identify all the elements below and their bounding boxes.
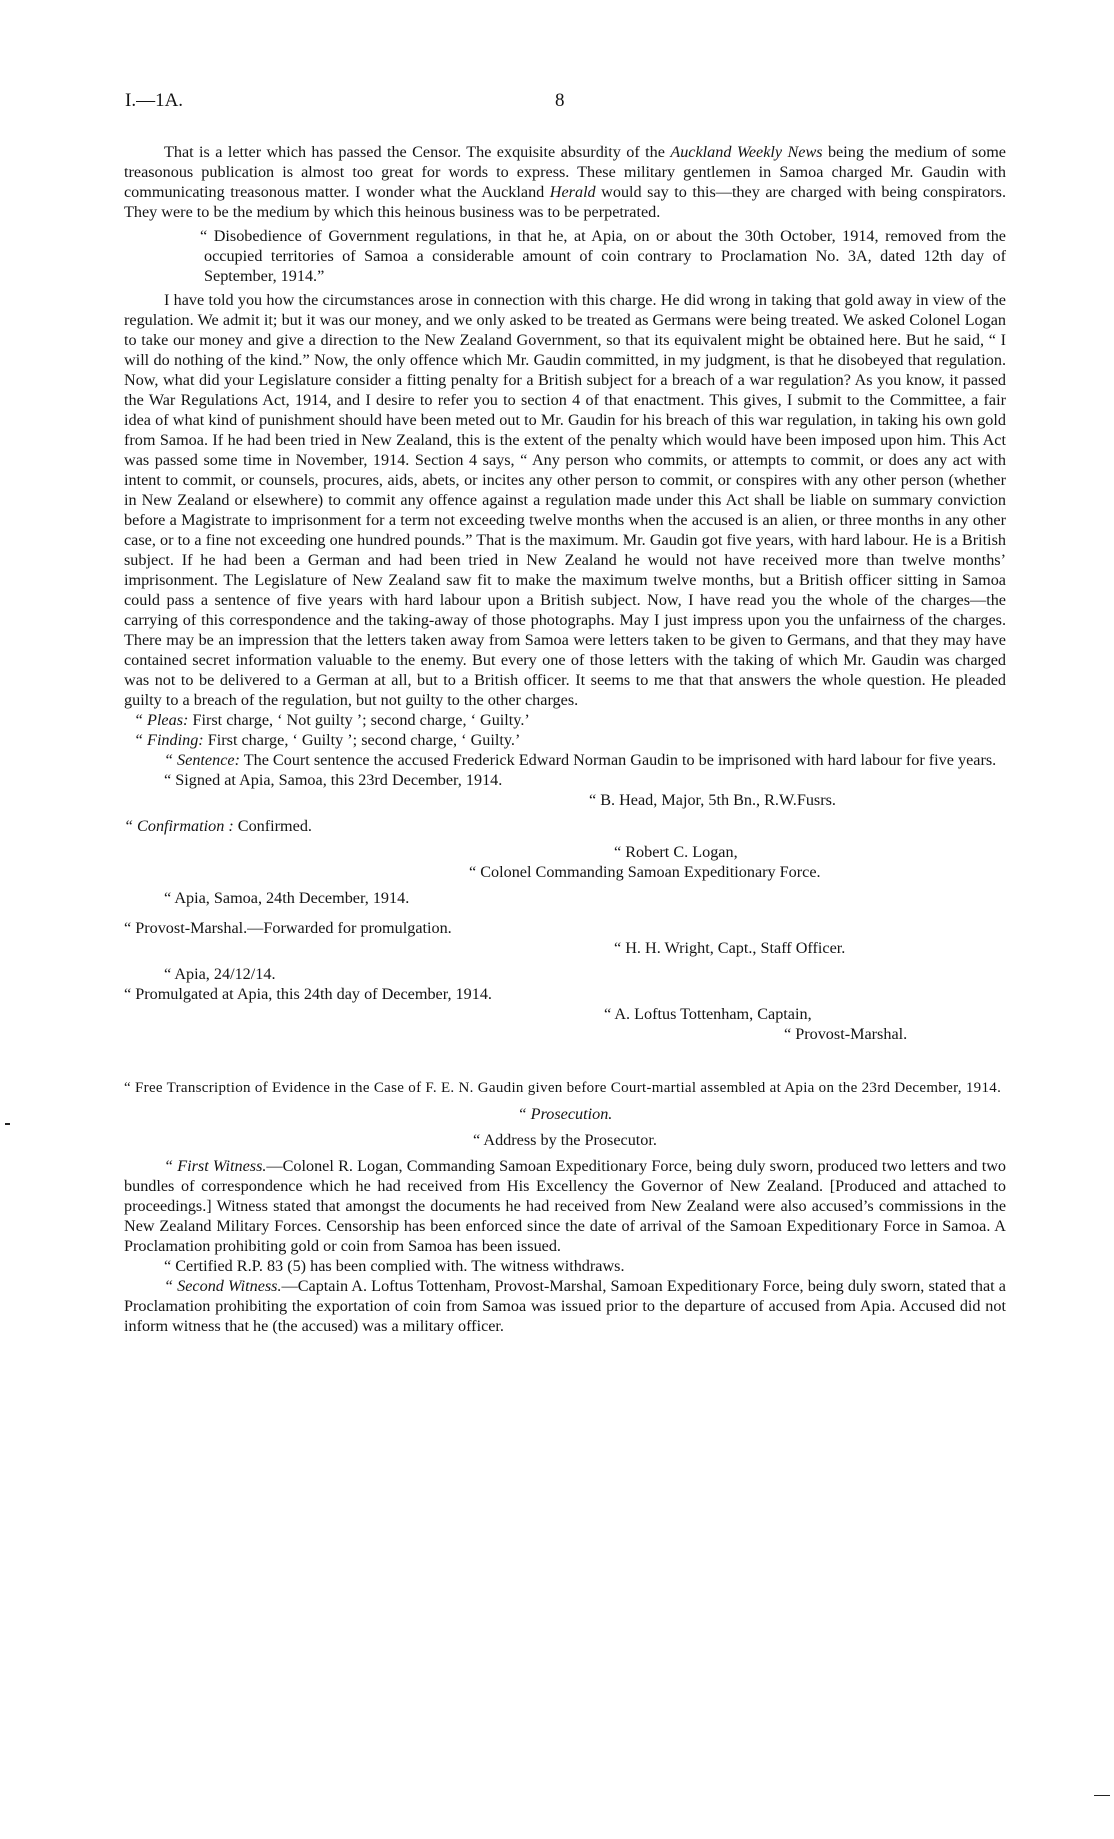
confirmation-label: “ Confirmation : — [124, 817, 234, 835]
first-witness-label: “ First Witness. — [164, 1157, 267, 1175]
document-code: I.—1A. — [125, 90, 184, 111]
page-number: 8 — [555, 90, 565, 111]
logan-name: “ Robert C. Logan, — [614, 843, 738, 861]
publication-title: Auckland Weekly News — [670, 143, 823, 161]
transcription-heading: “ Free Transcription of Evidence in the Case of F. E. N. Gaudin given before Court-martial assembled at Apia on the 23rd December, 1914. — [124, 1080, 1002, 1096]
provost-line: “ Provost-Marshal.—Forwarded for promulgation. — [124, 919, 452, 937]
pleas-line — [124, 710, 1006, 730]
confirmation-line — [124, 816, 1006, 836]
paragraph-letter-censor — [124, 142, 1006, 222]
margin-mark-left — [5, 1123, 10, 1125]
address-heading: “ Address by the Prosecutor. — [473, 1131, 657, 1149]
confirmation-text: Confirmed. — [233, 817, 312, 835]
second-witness-paragraph — [124, 1276, 1006, 1336]
logan-title: “ Colonel Commanding Samoan Expeditionary Force. — [469, 863, 821, 881]
charge-quote: “ Disobedience of Government regulations, in that he, at Apia, on or about the 30th October, 1914, removed from the occupied territories of Samoa a considerable amount of coin contrary to Proclamation No. 3A, dated 12th day of September, 1914.” — [200, 227, 1006, 285]
second-witness-text: —Captain A. Loftus Tottenham, Provost-Marshal, Samoan Expeditionary Force, being duly sworn, stated that a Proclamation prohibiting the exportation of coin from Samoa was issued prior to the departure of accused from Apia. Accused did not inform witness that he (the accused) was a military officer. — [124, 1277, 1006, 1335]
tottenham-title: “ Provost-Marshal. — [784, 1025, 908, 1043]
apia-date-1: “ Apia, Samoa, 24th December, 1914. — [164, 889, 410, 907]
tottenham-signature: “ A. Loftus Tottenham, Captain, — [604, 1005, 812, 1023]
promulgated-line: “ Promulgated at Apia, this 24th day of December, 1914. — [124, 985, 492, 1003]
text-run: would say to this—they are charged with being conspirators. They were to be the medium by which this heinous business was to be perpetrated. — [124, 183, 1006, 221]
margin-mark-right — [1094, 1795, 1110, 1796]
sentence-text: The Court sentence the accused Frederick Edward Norman Gaudin to be imprisoned with hard labour for five years. — [239, 751, 997, 769]
publication-title: Herald — [549, 183, 596, 201]
text-run: That is a letter which has passed the Censor. The exquisite absurdity of the — [164, 143, 671, 161]
document-body — [124, 142, 1006, 1336]
prosecution-label: “ Prosecution. — [517, 1105, 613, 1123]
signed-line: “ Signed at Apia, Samoa, this 23rd December, 1914. — [164, 771, 503, 789]
certified-line: “ Certified R.P. 83 (5) has been complied with. The witness withdraws. — [164, 1257, 625, 1275]
apia-date-2: “ Apia, 24/12/14. — [164, 965, 276, 983]
prosecution-heading — [124, 1104, 1006, 1124]
second-witness-label: “ Second Witness. — [164, 1277, 282, 1295]
text-run: being the medium of some treasonous publication is almost too great for words to express. These military gentlemen in Samoa charged Mr. Gaudin with communicating treasonous matter. I wonder what the Auckland — [124, 143, 1006, 201]
paragraph-argument: I have told you how the circumstances arose in connection with this charge. He did wrong in taking that gold away in view of the regulation. We admit it; but it was our money, and we only asked to be treated as Germans were being treated. We asked Colonel Logan to take our money and give a direction to the New Zealand Government, so that its equivalent might be obtained here. But he said, “ I will do nothing of the kind.” Now, the only offence which Mr. Gaudin committed, in my judgment, is that he disobeyed that regulation. Now, what did your Legislature consider a fitting penalty for a British subject for a breach of a war regulation? As you know, it passed the War Regulations Act, 1914, and I desire to refer you to section 4 of that enactment. This gives, I submit to the Committee, a fair idea of what kind of punishment should have been meted out to Mr. Gaudin for his breach of this war regulation, in taking his own gold from Samoa. If he had been tried in New Zealand, this is the extent of the penalty which would have been imposed upon him. This Act was passed some time in November, 1914. Section 4 says, “ Any person who commits, or attempts to commit, or does any act with intent to commit, or counsels, procures, aids, abets, or incites any other person to commit, or conspires with any other person (whether in New Zealand or elsewhere) to commit any offence against a regulation made under this Act shall be liable on summary conviction before a Magistrate to imprisonment for a term not exceeding twelve months when the accused is an alien, or three months in any other case, or to a fine not exceeding one hundred pounds.” That is the maximum. Mr. Gaudin got five years, with hard labour. He is a British subject. If he had been a German and had been tried in New Zealand he would not have received more than twelve months’ imprisonment. The Legislature of New Zealand saw fit to make the maximum twelve months, but a British officer sitting in Samoa could pass a sentence of five years with hard labour upon a British subject. Now, I have read you the whole of the charges—the carrying of this correspondence and the taking-away of those photographs. May I just impress upon you the unfairness of the charges. There may be an impression that the letters taken away from Samoa were letters taken to be given to Germans, and that they may have contained secret information valuable to the enemy. But every one of those letters with the taking of which Mr. Gaudin was charged was not to be delivered to a German at all, but to a British officer. It seems to me that that answers the whole question. He pleaded guilty to a breach of the regulation, but not guilty to the other charges. — [124, 291, 1006, 709]
finding-label: “ Finding: — [134, 731, 204, 749]
wright-signature: “ H. H. Wright, Capt., Staff Officer. — [614, 939, 846, 957]
first-witness-text: —Colonel R. Logan, Commanding Samoan Expeditionary Force, being duly sworn, produced two letters and two bundles of correspondence which he had received from His Excellency the Governor of New Zealand. [Produced and attached to proceedings.] Witness stated that amongst the documents he had received from New Zealand were also accused’s commissions in the New Zealand Military Forces. Censorship has been enforced since the date of arrival of the Samoan Expeditionary Force in Samoa. A Proclamation prohibiting gold or coin from Samoa has been issued. — [124, 1157, 1006, 1255]
pleas-text: First charge, ‘ Not guilty ’; second charge, ‘ Guilty.’ — [188, 711, 530, 729]
page-header — [125, 90, 1005, 120]
finding-text: First charge, ‘ Guilty ’; second charge, ‘ Guilty.’ — [203, 731, 521, 749]
pleas-label: “ Pleas: — [134, 711, 189, 729]
sentence-label: “ Sentence: — [164, 751, 240, 769]
signed-by: “ B. Head, Major, 5th Bn., R.W.Fusrs. — [589, 791, 836, 809]
finding-line — [124, 730, 1006, 750]
sentence-line — [124, 750, 1006, 770]
first-witness-paragraph — [124, 1156, 1006, 1256]
